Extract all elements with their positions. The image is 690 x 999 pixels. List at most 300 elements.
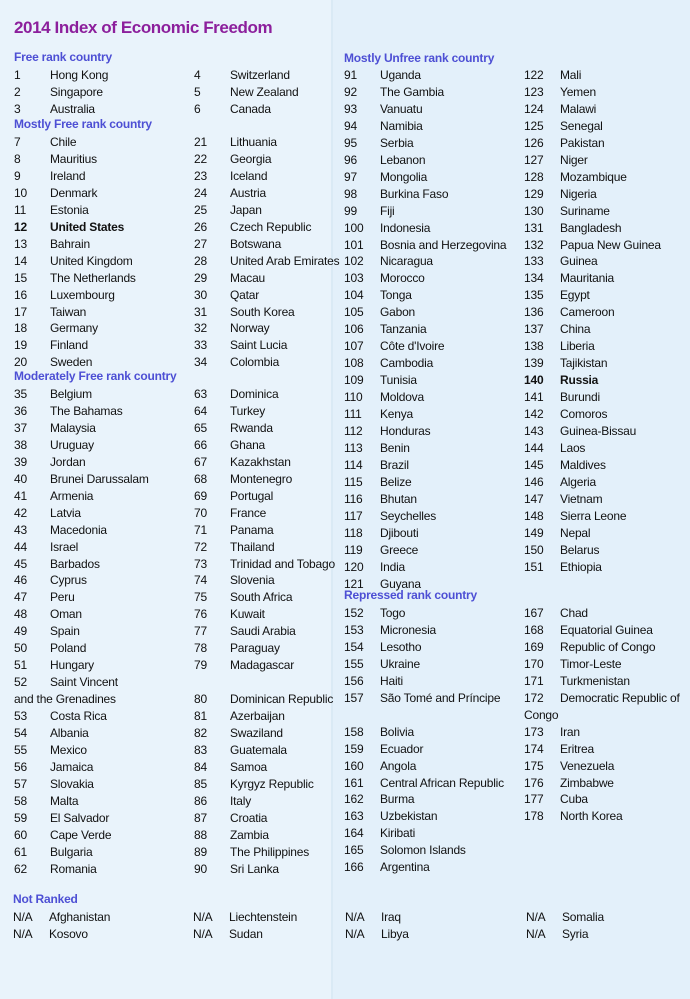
- country-name: Turkey: [230, 403, 266, 418]
- country-name: Macau: [230, 270, 266, 285]
- rank-number: 55: [14, 742, 27, 757]
- country-name: Zambia: [230, 827, 269, 842]
- rank-number: 64: [194, 403, 207, 418]
- country-name: Turkmenistan: [560, 673, 630, 688]
- rank-number: 157: [344, 690, 364, 705]
- country-name: Thailand: [230, 539, 275, 554]
- country-name: Syria: [562, 926, 589, 941]
- rank-number: 154: [344, 639, 364, 654]
- rank-number: 39: [14, 454, 27, 469]
- country-name: Malawi: [560, 101, 597, 116]
- country-name: Slovakia: [50, 776, 94, 791]
- country-name: Laos: [560, 440, 586, 455]
- rank-number: N/A: [13, 926, 33, 941]
- country-name: The Netherlands: [50, 270, 136, 285]
- rank-number: 3: [14, 101, 21, 116]
- country-name: Belgium: [50, 387, 92, 401]
- rank-number: 120: [344, 559, 364, 574]
- country-name: Greece: [380, 542, 419, 557]
- country-name: Papua New Guinea: [560, 237, 661, 252]
- rank-number: 121: [344, 576, 364, 591]
- rank-number: 133: [524, 254, 544, 269]
- country-name: Indonesia: [380, 220, 431, 235]
- country-name: Bolivia: [380, 724, 414, 739]
- country-name: Ethiopia: [560, 559, 602, 574]
- rank-number: 59: [14, 810, 27, 825]
- rank-number: 2: [14, 84, 21, 99]
- rank-number: 101: [344, 237, 364, 252]
- country-name: Nepal: [560, 525, 591, 540]
- section-title-mostly-unfree: Mostly Unfree rank country: [344, 51, 495, 65]
- country-name: Ireland: [50, 168, 86, 183]
- country-name: Jamaica: [50, 759, 94, 774]
- rank-number: 140: [524, 373, 544, 388]
- country-name: Mozambique: [560, 169, 627, 184]
- country-name: Peru: [50, 590, 75, 605]
- rank-number: 125: [524, 118, 544, 133]
- country-name: Botswana: [230, 236, 282, 251]
- rank-number: 71: [194, 522, 207, 537]
- rank-number: 62: [14, 861, 27, 876]
- country-name: Yemen: [560, 84, 596, 99]
- country-name: Afghanistan: [49, 910, 111, 924]
- country-name: Montenegro: [230, 471, 293, 486]
- country-name: Guinea-Bissau: [560, 423, 637, 438]
- country-name: Azerbaijan: [230, 709, 285, 724]
- country-name: Liberia: [560, 339, 595, 354]
- rank-number: 52: [14, 675, 27, 690]
- country-name: Chad: [560, 606, 588, 620]
- country-name: Iran: [560, 724, 580, 739]
- country-name: South Korea: [230, 304, 295, 319]
- country-name: Ghana: [230, 437, 266, 452]
- rank-number: 53: [14, 709, 27, 724]
- country-name: Malta: [50, 793, 79, 808]
- rank-number: 10: [14, 185, 27, 200]
- country-name: China: [560, 322, 591, 337]
- rank-number: 33: [194, 338, 207, 353]
- country-name: Slovenia: [230, 573, 275, 588]
- country-name: Sweden: [50, 355, 93, 370]
- rank-number: N/A: [526, 910, 546, 924]
- rank-number: 122: [524, 68, 544, 82]
- rank-number: 82: [194, 726, 207, 740]
- rank-number: 146: [524, 474, 544, 489]
- rank-number: 155: [344, 656, 364, 671]
- country-name: Togo: [380, 606, 406, 620]
- country-name: Democratic Republic of: [560, 690, 680, 705]
- page-title: 2014 Index of Economic Freedom: [14, 18, 273, 37]
- rank-number: 18: [14, 321, 27, 336]
- rank-number: 176: [524, 775, 544, 790]
- country-name: Republic of Congo: [560, 639, 656, 654]
- country-name: Japan: [230, 202, 262, 217]
- rank-number: 13: [14, 236, 27, 251]
- country-name: Austria: [230, 185, 266, 200]
- country-name: São Tomé and Príncipe: [380, 690, 501, 705]
- rank-number: 69: [194, 488, 207, 503]
- rank-number: 19: [14, 338, 27, 353]
- country-name: The Gambia: [380, 84, 445, 99]
- country-name: Singapore: [50, 84, 103, 99]
- country-name: Kenya: [380, 407, 414, 421]
- rank-number: 172: [524, 690, 544, 705]
- rank-number: 87: [194, 810, 207, 825]
- country-name: United Kingdom: [50, 253, 133, 268]
- rank-number: 93: [344, 101, 357, 116]
- country-name: Niger: [560, 152, 588, 167]
- rank-number: 24: [194, 185, 207, 200]
- country-name: Uzbekistan: [380, 809, 438, 824]
- section-title-repressed: Repressed rank country: [344, 588, 477, 602]
- rank-number: 31: [194, 304, 207, 319]
- rank-number: 177: [524, 792, 544, 807]
- rank-number: 168: [524, 622, 544, 637]
- rank-number: 56: [14, 759, 27, 774]
- rank-number: 114: [344, 457, 363, 472]
- rank-number: 36: [14, 403, 27, 418]
- rank-number: 26: [194, 219, 207, 234]
- country-name: Australia: [50, 101, 95, 116]
- country-name: Paraguay: [230, 641, 280, 656]
- country-name: Czech Republic: [230, 219, 312, 234]
- rank-number: 98: [344, 186, 357, 201]
- country-name: Samoa: [230, 759, 268, 774]
- rank-number: 127: [524, 152, 544, 167]
- country-name: New Zealand: [230, 84, 299, 99]
- rank-number: 171: [524, 673, 544, 688]
- section-title-moderately-free: Moderately Free rank country: [14, 369, 177, 383]
- country-name: Russia: [560, 373, 599, 388]
- country-name: Poland: [50, 641, 87, 656]
- country-name: Cape Verde: [50, 827, 112, 842]
- country-name: Honduras: [380, 423, 431, 438]
- country-name: Libya: [381, 926, 409, 941]
- country-name: The Philippines: [230, 844, 310, 859]
- rank-number: 152: [344, 606, 364, 620]
- country-name: Bahrain: [50, 236, 90, 251]
- rank-number: 47: [14, 590, 27, 605]
- country-name: Vanuatu: [380, 101, 423, 116]
- rank-number: 5: [194, 84, 201, 99]
- rank-number: 86: [194, 793, 207, 808]
- country-name: Burkina Faso: [380, 186, 449, 201]
- country-name: Norway: [230, 321, 270, 336]
- rank-number: 142: [524, 407, 544, 421]
- country-name: Luxembourg: [50, 287, 115, 302]
- country-name: Equatorial Guinea: [560, 622, 653, 637]
- country-name: Bangladesh: [560, 220, 622, 235]
- country-name: Djibouti: [380, 525, 419, 540]
- rank-number: 106: [344, 322, 364, 337]
- country-name: Estonia: [50, 202, 89, 217]
- rank-number: 107: [344, 339, 364, 354]
- country-name: Bulgaria: [50, 844, 93, 859]
- country-name: Uruguay: [50, 437, 94, 452]
- rank-number: 85: [194, 776, 207, 791]
- rank-number: 66: [194, 437, 207, 452]
- rank-number: 96: [344, 152, 357, 167]
- rank-number: 67: [194, 454, 207, 469]
- rank-number: N/A: [193, 926, 213, 941]
- country-name: Tajikistan: [560, 356, 608, 371]
- country-name-continuation: and the Grenadines: [14, 692, 116, 707]
- country-name: Serbia: [380, 135, 414, 150]
- rank-number: 27: [194, 236, 207, 251]
- rank-number: 163: [344, 809, 364, 824]
- rank-number: 22: [194, 151, 207, 166]
- rank-number: 173: [524, 724, 544, 739]
- rank-number: 100: [344, 220, 364, 235]
- rank-number: 97: [344, 169, 357, 184]
- country-name-continuation: Congo: [524, 707, 559, 722]
- rank-number: 84: [194, 759, 207, 774]
- country-name: Burma: [380, 792, 415, 807]
- country-name: Swaziland: [230, 726, 283, 740]
- rank-number: 174: [524, 741, 544, 756]
- country-name: Benin: [380, 440, 410, 455]
- country-name: Timor-Leste: [560, 656, 622, 671]
- country-name: Colombia: [230, 355, 280, 370]
- rank-number: 8: [14, 151, 21, 166]
- rank-number: 130: [524, 203, 544, 218]
- country-name: Trinidad and Tobago: [230, 556, 335, 571]
- rank-number: N/A: [345, 926, 365, 941]
- country-name: Fiji: [380, 203, 395, 218]
- country-name: Lebanon: [380, 152, 426, 167]
- rank-number: 110: [344, 390, 363, 405]
- rank-number: 141: [524, 390, 544, 405]
- country-name: Guinea: [560, 254, 598, 269]
- rank-number: 9: [14, 168, 21, 183]
- country-name: Senegal: [560, 118, 603, 133]
- country-name: Iceland: [230, 168, 268, 183]
- country-name: Namibia: [380, 118, 423, 133]
- country-name: Tonga: [380, 288, 412, 303]
- rank-number: 102: [344, 254, 364, 269]
- country-name: Comoros: [560, 407, 608, 421]
- country-name: El Salvador: [50, 810, 110, 825]
- country-name: Gabon: [380, 305, 416, 320]
- country-name: Bosnia and Herzegovina: [380, 237, 507, 252]
- country-name: Maldives: [560, 457, 606, 472]
- rank-number: 150: [524, 542, 544, 557]
- rank-number: 48: [14, 607, 27, 622]
- rank-number: 43: [14, 522, 27, 537]
- rank-number: 167: [524, 606, 544, 620]
- rank-number: 115: [344, 474, 363, 489]
- country-name: Venezuela: [560, 758, 615, 773]
- rank-number: 117: [344, 508, 363, 523]
- rank-number: 166: [344, 860, 364, 875]
- rank-number: 81: [194, 709, 207, 724]
- country-name: Mali: [560, 68, 582, 82]
- country-name: Hungary: [50, 658, 94, 673]
- country-name: Kiribati: [380, 826, 416, 841]
- country-name: Somalia: [562, 910, 604, 924]
- rank-number: 17: [14, 304, 27, 319]
- rank-number: 79: [194, 658, 207, 673]
- rank-number: 164: [344, 826, 364, 841]
- rank-number: 25: [194, 202, 207, 217]
- rank-number: N/A: [193, 910, 213, 924]
- rank-number: 75: [194, 590, 207, 605]
- country-name: Angola: [380, 758, 417, 773]
- country-name: Denmark: [50, 185, 98, 200]
- rank-number: 77: [194, 624, 207, 639]
- rank-number: 54: [14, 726, 27, 740]
- rank-number: 34: [194, 355, 207, 370]
- rank-number: 124: [524, 101, 544, 116]
- country-name: Saudi Arabia: [230, 624, 296, 639]
- section-title-not-ranked: Not Ranked: [13, 892, 78, 906]
- rank-number: 139: [524, 356, 544, 371]
- country-name: Eritrea: [560, 741, 594, 756]
- rank-number: 49: [14, 624, 27, 639]
- country-name: Mexico: [50, 742, 87, 757]
- country-name: Kazakhstan: [230, 454, 291, 469]
- rank-number: 44: [14, 539, 27, 554]
- rank-number: N/A: [13, 910, 33, 924]
- country-name: United States: [50, 219, 125, 234]
- rank-number: 159: [344, 741, 364, 756]
- rank-number: 132: [524, 237, 544, 252]
- country-name: Latvia: [50, 505, 81, 520]
- rank-number: 83: [194, 742, 207, 757]
- rank-number: 169: [524, 639, 544, 654]
- country-name: Panama: [230, 522, 274, 537]
- rank-number: 45: [14, 556, 27, 571]
- rank-number: 94: [344, 118, 357, 133]
- country-name: Armenia: [50, 488, 94, 503]
- country-name: Spain: [50, 624, 80, 639]
- rank-number: 148: [524, 508, 544, 523]
- country-name: Mongolia: [380, 169, 428, 184]
- country-name: Costa Rica: [50, 709, 107, 724]
- country-name: Belarus: [560, 542, 600, 557]
- country-name: Qatar: [230, 287, 260, 302]
- country-name: Nicaragua: [380, 254, 433, 269]
- country-name: United Arab Emirates: [230, 253, 340, 268]
- country-name: Rwanda: [230, 420, 273, 435]
- rank-number: 38: [14, 437, 27, 452]
- country-name: Sudan: [229, 926, 263, 941]
- rank-number: 144: [524, 440, 544, 455]
- rank-number: 41: [14, 488, 27, 503]
- rank-number: 91: [344, 68, 357, 82]
- rank-number: N/A: [345, 910, 365, 924]
- rank-number: 16: [14, 287, 27, 302]
- country-name: Cyprus: [50, 573, 87, 588]
- rank-number: 68: [194, 471, 207, 486]
- country-name: Cuba: [560, 792, 588, 807]
- rank-number: 76: [194, 607, 207, 622]
- country-name: Ecuador: [380, 741, 424, 756]
- country-name: Egypt: [560, 288, 590, 303]
- country-name: Cameroon: [560, 305, 615, 320]
- rank-number: 118: [344, 525, 363, 540]
- rank-number: 126: [524, 135, 544, 150]
- country-name: Oman: [50, 607, 82, 622]
- country-name: Chile: [50, 135, 77, 149]
- country-name: Dominica: [230, 387, 279, 401]
- rank-number: 51: [14, 658, 27, 673]
- country-name: Mauritius: [50, 151, 97, 166]
- rank-number: 153: [344, 622, 364, 637]
- rank-number: 40: [14, 471, 27, 486]
- rank-number: 156: [344, 673, 364, 688]
- country-name: India: [380, 559, 406, 574]
- rank-number: 129: [524, 186, 544, 201]
- country-name: Jordan: [50, 454, 86, 469]
- rank-number: 99: [344, 203, 357, 218]
- rank-number: 143: [524, 423, 544, 438]
- country-name: North Korea: [560, 809, 623, 824]
- rank-number: 74: [194, 573, 207, 588]
- rank-number: 123: [524, 84, 544, 99]
- country-name: Côte d'Ivoire: [380, 339, 445, 354]
- rank-number: 73: [194, 556, 207, 571]
- country-name: Romania: [50, 861, 97, 876]
- country-name: Haiti: [380, 673, 404, 688]
- country-name: Lesotho: [380, 639, 422, 654]
- country-name: Suriname: [560, 203, 610, 218]
- rank-number: 165: [344, 843, 364, 858]
- rank-number: 128: [524, 169, 544, 184]
- rank-number: 1: [14, 68, 21, 82]
- country-name: Pakistan: [560, 135, 605, 150]
- rank-number: 63: [194, 387, 207, 401]
- country-name: Moldova: [380, 390, 424, 405]
- rank-number: 46: [14, 573, 27, 588]
- rank-number: 162: [344, 792, 364, 807]
- rank-number: 161: [344, 775, 364, 790]
- country-name: Macedonia: [50, 522, 107, 537]
- country-name: Germany: [50, 321, 98, 336]
- rank-number: 35: [14, 387, 27, 401]
- rank-number: 145: [524, 457, 544, 472]
- country-name: Sierra Leone: [560, 508, 627, 523]
- rank-number: 42: [14, 505, 27, 520]
- country-name: Tanzania: [380, 322, 427, 337]
- rank-number: 70: [194, 505, 207, 520]
- rank-number: 29: [194, 270, 207, 285]
- country-name: Morocco: [380, 271, 425, 286]
- country-name: Tunisia: [380, 373, 417, 388]
- rank-number: 136: [524, 305, 544, 320]
- country-name: Bhutan: [380, 491, 417, 506]
- country-name: Georgia: [230, 151, 272, 166]
- country-name: Burundi: [560, 390, 600, 405]
- rank-number: 15: [14, 270, 27, 285]
- country-name: Micronesia: [380, 622, 437, 637]
- country-name: Israel: [50, 539, 79, 554]
- rank-number: 14: [14, 253, 27, 268]
- rank-number: 134: [524, 271, 544, 286]
- country-name: Guatemala: [230, 742, 287, 757]
- rank-number: 151: [524, 559, 544, 574]
- rank-number: 105: [344, 305, 364, 320]
- rank-number: 28: [194, 253, 207, 268]
- country-name: Solomon Islands: [380, 843, 466, 858]
- rank-number: N/A: [526, 926, 546, 941]
- section-title-free: Free rank country: [14, 50, 112, 64]
- country-name: Croatia: [230, 810, 268, 825]
- country-name: Italy: [230, 793, 252, 808]
- rank-number: 72: [194, 539, 207, 554]
- country-name: Brunei Darussalam: [50, 471, 149, 486]
- country-name: Taiwan: [50, 304, 87, 319]
